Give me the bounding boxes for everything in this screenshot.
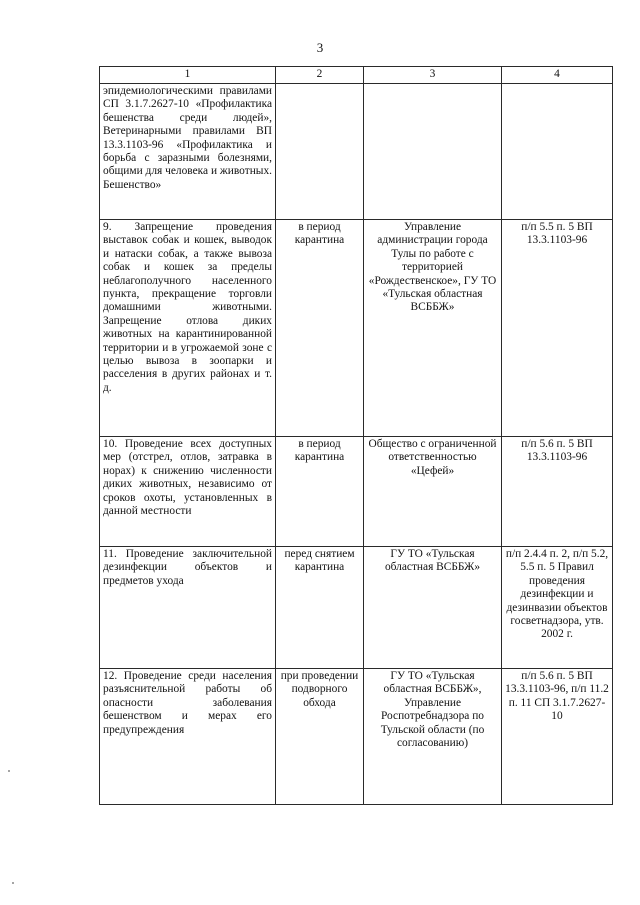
period-text: при проведении подворного обхода — [280, 670, 359, 709]
measure-text: эпидемиологическими правилами СП 3.1.7.2627-10 «Профилактика бешенства среди людей», Ветеринарными правилами ВП 13.3.1103-96 «Профилактика и борьба с заразными болезнями, общими для человека и животных. Бешенство» — [103, 85, 272, 191]
measures-table — [99, 66, 613, 805]
table-row — [100, 220, 613, 437]
basis-cell — [502, 669, 613, 805]
responsible-cell — [364, 437, 502, 547]
responsible-text: Управление администрации города Тулы по работе с территорией «Рождественское», ГУ ТО «Тульская областная ВСББЖ» — [368, 221, 497, 314]
table-row — [100, 437, 613, 547]
column-header-3: 3 — [364, 67, 502, 84]
measure-cell — [100, 669, 276, 805]
measure-text: 9. Запрещение проведения выставок собак и кошек, выводок и натаски собак, а также вывоза собак и кошек за пределы неблагополучного населенного пункта, прекращение торговли домашними животными. Запрещение отлова диких животных на карантинированной территории и в угрожаемой зоне с целью вывоза в зоопарки и расселения в других районах и т. д. — [103, 221, 272, 394]
measure-text: 11. Проведение заключительной дезинфекции объектов и предметов ухода — [103, 548, 272, 587]
column-header-4: 4 — [502, 67, 613, 84]
column-header-2: 2 — [276, 67, 364, 84]
responsible-cell — [364, 547, 502, 669]
table-row — [100, 84, 613, 220]
measure-cell — [100, 437, 276, 547]
basis-text: п/п 5.6 п. 5 ВП 13.3.1103-96 — [521, 438, 593, 464]
measure-text: 12. Проведение среди населения разъяснительной работы об опасности заболевания бешенством и мерах его предупреждения — [103, 670, 272, 736]
table-row — [100, 669, 613, 805]
period-text: перед снятием карантина — [284, 548, 355, 574]
responsible-cell — [364, 669, 502, 805]
table-row — [100, 547, 613, 669]
measure-cell — [100, 84, 276, 220]
period-cell — [276, 437, 364, 547]
responsible-cell — [364, 220, 502, 437]
responsible-text: Общество с ограниченной ответственностью «Цефей» — [368, 438, 497, 477]
basis-cell — [502, 220, 613, 437]
basis-text: п/п 2.4.4 п. 2, п/п 5.2, 5.5 п. 5 Правил проведения дезинфекции и дезинвазии объектов госветнадзора, утв. 2002 г. — [505, 548, 609, 641]
measure-cell — [100, 547, 276, 669]
basis-text: п/п 5.6 п. 5 ВП 13.3.1103-96, п/п 11.2 п. 11 СП 3.1.7.2627-10 — [505, 670, 609, 723]
responsible-text: ГУ ТО «Тульская областная ВСББЖ», Управление Роспотребнадзора по Тульской области (по согласованию) — [380, 670, 485, 750]
period-text — [279, 84, 360, 85]
measure-text: 10. Проведение всех доступных мер (отстрел, отлов, затравка в норах) к снижению численности диких животных, независимо от сроков охоты, установленных в данной местности — [103, 438, 272, 518]
responsible-cell — [364, 84, 502, 220]
measure-cell — [100, 220, 276, 437]
basis-text — [505, 84, 609, 85]
responsible-text — [367, 84, 498, 85]
period-cell — [276, 669, 364, 805]
table-header-row — [100, 67, 613, 84]
period-cell — [276, 220, 364, 437]
basis-text: п/п 5.5 п. 5 ВП 13.3.1103-96 — [521, 221, 593, 247]
scan-mark — [8, 770, 10, 772]
period-text: в период карантина — [294, 438, 345, 464]
period-cell — [276, 547, 364, 669]
period-cell — [276, 84, 364, 220]
responsible-text: ГУ ТО «Тульская областная ВСББЖ» — [384, 548, 481, 574]
basis-cell — [502, 437, 613, 547]
basis-cell — [502, 84, 613, 220]
basis-cell — [502, 547, 613, 669]
scan-mark — [12, 882, 14, 884]
page-number: 3 — [316, 40, 324, 55]
column-header-1: 1 — [100, 67, 276, 84]
period-text: в период карантина — [294, 221, 345, 247]
